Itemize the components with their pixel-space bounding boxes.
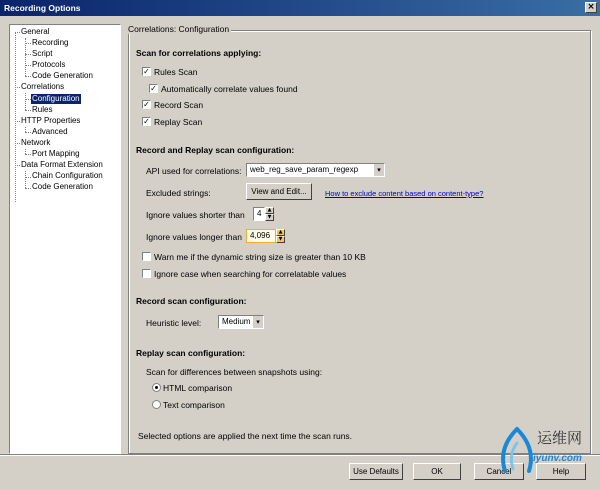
tree-item-rules[interactable]: Rules [32,105,53,114]
options-tree[interactable] [9,24,121,454]
watermark [497,423,597,483]
warn-label: Warn me if the dynamic string size is greater than 10 KB [154,252,366,262]
ignore-case-checkbox[interactable] [142,269,151,278]
chevron-down-icon[interactable]: ▾ [373,164,384,176]
tree-item-chain-configuration[interactable]: Chain Configuration [32,171,103,180]
replay-scan-checkbox[interactable]: ✓ [143,117,150,126]
tree-item-general[interactable]: General [21,27,50,36]
window-title: Recording Options [4,3,81,13]
html-comparison-radio[interactable] [152,383,161,392]
tree-item-correlations[interactable]: Correlations [21,82,65,91]
tree-item-script[interactable]: Script [32,49,53,58]
longer-label: Ignore values longer than [146,232,242,242]
cancel-button[interactable]: Cancel [474,463,524,480]
ok-button[interactable]: OK [413,463,461,480]
tree-item-network[interactable]: Network [21,138,51,147]
dialog-body [0,16,600,490]
api-label: API used for correlations: [146,166,242,176]
html-comparison-label: HTML comparison [163,383,233,393]
tree-item-advanced[interactable]: Advanced [32,127,68,136]
diff-label: Scan for differences between snapshots using: [146,367,323,377]
shorter-label: Ignore values shorter than [146,210,245,220]
shorter-spinner[interactable] [265,207,274,221]
longer-input[interactable]: 4,096 [246,229,276,243]
spin-up-icon[interactable]: ▲ [276,229,285,236]
tree-item-code-generation-2[interactable]: Code Generation [32,182,93,191]
shorter-input[interactable]: 4 [253,207,265,221]
use-defaults-button[interactable]: Use Defaults [349,463,403,480]
ignore-case-label: Ignore case when searching for correlatable values [154,269,347,279]
heuristic-select-value: Medium [222,317,251,326]
text-comparison-radio[interactable] [152,400,161,409]
auto-correlate-label: Automatically correlate values found [161,84,298,94]
replay-section-heading: Replay scan configuration: [136,348,246,358]
record-scan-checkbox[interactable]: ✓ [143,100,150,109]
record-scan-label: Record Scan [154,100,204,110]
tree-item-port-mapping[interactable]: Port Mapping [32,149,80,158]
tree-item-recording[interactable]: Recording [32,38,69,47]
rr-section-heading: Record and Replay scan configuration: [136,145,295,155]
watermark-logo-icon [497,425,537,481]
chevron-down-icon[interactable]: ▾ [252,316,263,328]
scan-section-heading: Scan for correlations applying: [136,48,262,58]
heuristic-label: Heuristic level: [146,318,202,328]
group-title: Correlations: Configuration [128,24,230,34]
tree-item-http-properties[interactable]: HTTP Properties [21,116,81,125]
warn-checkbox[interactable] [142,252,151,261]
help-button[interactable]: Help [536,463,586,480]
tree-item-configuration[interactable]: Configuration [32,94,80,103]
text-comparison-label: Text comparison [163,400,225,410]
watermark-url: iyunv.com [533,453,582,464]
api-select-value: web_reg_save_param_regexp [250,165,359,174]
close-icon[interactable]: × [585,2,597,13]
excluded-strings-label: Excluded strings: [146,188,211,198]
rules-scan-checkbox[interactable]: ✓ [143,67,150,76]
tree-item-data-format-extension[interactable]: Data Format Extension [21,160,103,169]
view-edit-button[interactable]: View and Edit... [246,183,312,200]
record-section-heading: Record scan configuration: [136,296,247,306]
auto-correlate-checkbox[interactable]: ✓ [150,84,157,93]
watermark-brand: 运维网 [537,429,583,447]
rules-scan-label: Rules Scan [154,67,198,77]
tree-item-code-generation[interactable]: Code Generation [32,71,93,80]
api-select[interactable] [246,163,385,177]
title-bar [0,0,600,16]
exclude-content-link[interactable]: How to exclude content based on content-type? [325,189,484,198]
replay-scan-label: Replay Scan [154,117,203,127]
spin-down-icon[interactable]: ▼ [276,236,285,243]
spin-up-icon[interactable]: ▲ [265,207,274,214]
heuristic-select[interactable] [218,315,264,329]
longer-spinner[interactable] [276,229,285,243]
footer-note: Selected options are applied the next time the scan runs. [138,431,353,441]
tree-item-protocols[interactable]: Protocols [32,60,66,69]
spin-down-icon[interactable]: ▼ [265,214,274,221]
